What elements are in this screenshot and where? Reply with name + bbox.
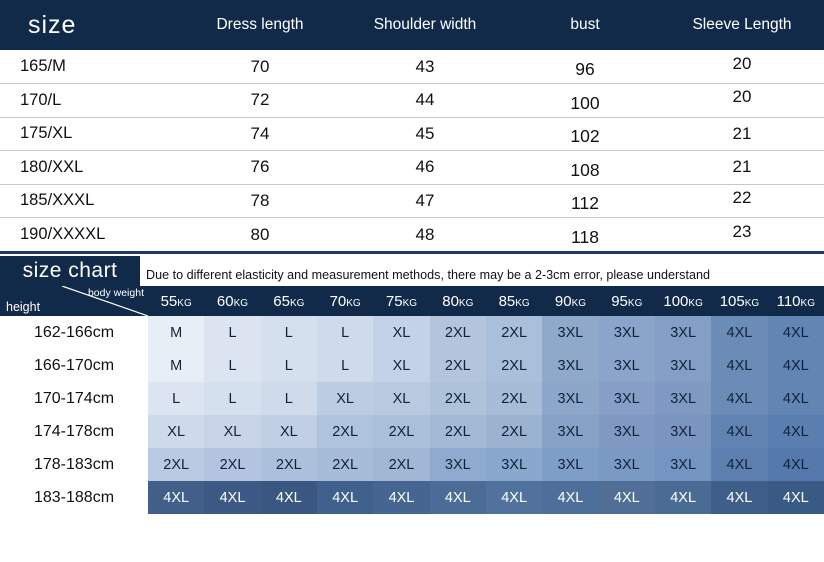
matrix-size-cell: 3XL	[542, 349, 598, 382]
weight-value: 65	[273, 292, 290, 310]
matrix-size-cell: XL	[373, 349, 429, 382]
cell-shoulder-width: 46	[340, 151, 510, 185]
top-size-table-wrapper	[0, 0, 824, 254]
weight-value: 60	[216, 292, 234, 310]
matrix-size-cell: 2XL	[486, 382, 542, 415]
table-row	[0, 50, 824, 84]
matrix-size-cell: 3XL	[655, 382, 711, 415]
cell-dress-length: 74	[180, 117, 340, 151]
matrix-weight-header	[261, 286, 317, 316]
matrix-row	[0, 448, 824, 481]
weight-unit: KG	[744, 297, 760, 309]
matrix-size-cell: L	[148, 382, 204, 415]
matrix-size-cell: 3XL	[599, 316, 655, 349]
cell-sleeve-length: 23	[732, 221, 752, 241]
matrix-weight-header	[486, 286, 542, 316]
cell-sleeve-length: 20	[660, 47, 824, 81]
matrix-size-cell: 3XL	[430, 448, 486, 481]
matrix-size-cell: 4XL	[261, 481, 317, 514]
matrix-size-cell: L	[317, 349, 373, 382]
matrix-size-cell: L	[261, 349, 317, 382]
table-row	[0, 151, 824, 185]
matrix-row	[0, 316, 824, 349]
matrix-size-cell: 3XL	[655, 316, 711, 349]
matrix-size-cell: 3XL	[486, 448, 542, 481]
matrix-size-cell: 4XL	[711, 415, 767, 448]
matrix-size-cell: 3XL	[542, 448, 598, 481]
cell-sleeve-length: 21	[660, 151, 824, 185]
cell-dress-length: 80	[250, 224, 270, 244]
cell-shoulder-width: 47	[340, 184, 510, 218]
cell-size: 185/XXXL	[0, 184, 180, 218]
size-chart-tag: size chart	[0, 256, 140, 286]
matrix-size-cell: L	[261, 316, 317, 349]
matrix-size-cell: XL	[204, 415, 260, 448]
matrix-size-cell: L	[204, 316, 260, 349]
matrix-height-cell: 166-170cm	[0, 349, 148, 382]
matrix-size-cell: L	[204, 382, 260, 415]
matrix-weight-header	[768, 286, 824, 316]
matrix-size-cell: 4XL	[711, 349, 767, 382]
matrix-size-cell: 2XL	[373, 448, 429, 481]
matrix-size-cell: 4XL	[711, 382, 767, 415]
matrix-height-cell: 174-178cm	[0, 415, 148, 448]
matrix-size-cell: 2XL	[486, 349, 542, 382]
matrix-size-cell: 3XL	[655, 349, 711, 382]
matrix-size-cell: 4XL	[430, 481, 486, 514]
weight-value: 95	[611, 292, 628, 310]
matrix-height-label: height	[6, 300, 41, 314]
cell-size: 175/XL	[0, 117, 180, 151]
matrix-weight-header	[148, 286, 204, 316]
header-sleeve-length: Sleeve Length	[692, 16, 792, 33]
matrix-size-cell: XL	[261, 415, 317, 448]
matrix-size-cell: XL	[148, 415, 204, 448]
matrix-size-cell: 4XL	[711, 316, 767, 349]
weight-unit: KG	[402, 297, 418, 309]
matrix-height-cell: 170-174cm	[0, 382, 148, 415]
matrix-weight-header	[599, 286, 655, 316]
matrix-size-cell: 4XL	[768, 382, 824, 415]
matrix-size-cell: 3XL	[599, 382, 655, 415]
matrix-row	[0, 382, 824, 415]
matrix-size-cell: 2XL	[430, 316, 486, 349]
weight-unit: KG	[688, 297, 703, 309]
matrix-size-cell: 4XL	[204, 481, 260, 514]
weight-value: 55	[160, 292, 178, 310]
table-row	[0, 84, 824, 118]
matrix-weight-label: body weight	[87, 287, 144, 299]
matrix-size-cell: 2XL	[373, 415, 429, 448]
matrix-size-cell: 2XL	[430, 415, 486, 448]
matrix-size-cell: M	[148, 316, 204, 349]
matrix-row	[0, 349, 824, 382]
matrix-size-cell: L	[317, 316, 373, 349]
matrix-size-cell: 4XL	[148, 481, 204, 514]
matrix-weight-header	[542, 286, 598, 316]
cell-dress-length: 72	[180, 84, 340, 118]
cell-bust: 108	[510, 154, 660, 188]
cell-sleeve-length: 20	[660, 81, 824, 115]
weight-unit: KG	[346, 297, 361, 309]
weight-value: 70	[329, 292, 347, 310]
weight-value: 80	[442, 292, 459, 310]
cell-shoulder-width: 45	[340, 117, 510, 151]
matrix-size-cell: 2XL	[148, 448, 204, 481]
weight-unit: KG	[233, 297, 249, 309]
cell-shoulder-width: 44	[340, 84, 510, 118]
cell-bust: 112	[510, 187, 660, 221]
matrix-size-cell: 2XL	[204, 448, 260, 481]
cell-dress-length: 78	[180, 184, 340, 218]
cell-size: 165/M	[0, 50, 180, 84]
cell-size: 170/L	[0, 84, 180, 118]
matrix-corner-cell	[0, 286, 148, 316]
matrix-size-cell: 2XL	[486, 316, 542, 349]
cell-shoulder-width: 43	[340, 50, 510, 84]
matrix-height-cell: 162-166cm	[0, 316, 148, 349]
weight-unit: KG	[177, 297, 192, 309]
cell-sleeve-length: 21	[660, 117, 824, 151]
matrix-height-cell: 183-188cm	[0, 481, 148, 514]
matrix-size-cell: 2XL	[430, 349, 486, 382]
matrix-size-cell: 3XL	[599, 448, 655, 481]
matrix-size-cell: 4XL	[317, 481, 373, 514]
top-table-body	[0, 50, 824, 251]
matrix-size-cell: 4XL	[373, 481, 429, 514]
table-row	[0, 117, 824, 151]
weight-value: 110	[776, 292, 801, 310]
weight-value: 105	[719, 292, 745, 310]
matrix-size-cell: 4XL	[542, 481, 598, 514]
cell-bust: 102	[510, 120, 660, 154]
matrix-size-cell: 4XL	[711, 448, 767, 481]
top-table-header-row	[0, 0, 824, 50]
cell-shoulder-width: 48	[415, 224, 435, 244]
cell-bust: 118	[571, 227, 599, 247]
matrix-size-cell: 4XL	[768, 448, 824, 481]
weight-unit: KG	[627, 297, 643, 309]
matrix-size-cell: 4XL	[711, 481, 767, 514]
weight-value: 85	[498, 292, 516, 310]
header-size: size	[28, 10, 77, 39]
matrix-size-cell: 3XL	[542, 382, 598, 415]
matrix-size-cell: 2XL	[317, 448, 373, 481]
matrix-size-cell: 2XL	[317, 415, 373, 448]
matrix-size-cell: L	[261, 382, 317, 415]
size-chart-note: Due to different elasticity and measurement methods, there may be a 2-3cm error, please understand	[146, 268, 710, 282]
weight-unit: KG	[289, 297, 305, 309]
matrix-weight-header	[373, 286, 429, 316]
matrix-size-cell: 4XL	[768, 481, 824, 514]
matrix-size-cell: 4XL	[486, 481, 542, 514]
weight-unit: KG	[571, 297, 587, 309]
header-dress-length: Dress length	[216, 16, 304, 33]
weight-value: 90	[554, 292, 572, 310]
cell-dress-length: 76	[180, 151, 340, 185]
weight-value: 100	[663, 292, 689, 310]
matrix-size-cell: 2XL	[430, 382, 486, 415]
size-matrix-table	[0, 286, 824, 514]
matrix-row	[0, 415, 824, 448]
size-chart-banner	[0, 254, 824, 286]
header-bust: bust	[570, 16, 600, 33]
weight-unit: KG	[800, 297, 815, 309]
matrix-height-cell: 178-183cm	[0, 448, 148, 481]
matrix-size-cell: 4XL	[599, 481, 655, 514]
weight-value: 75	[385, 292, 403, 310]
matrix-size-cell: 4XL	[768, 349, 824, 382]
table-row	[0, 184, 824, 218]
cell-sleeve-length: 22	[660, 181, 824, 215]
matrix-size-cell: XL	[373, 316, 429, 349]
matrix-size-cell: 3XL	[655, 415, 711, 448]
matrix-weight-header	[711, 286, 767, 316]
cell-size: 180/XXL	[0, 151, 180, 185]
matrix-size-cell: 3XL	[599, 349, 655, 382]
matrix-size-cell: 2XL	[486, 415, 542, 448]
matrix-size-cell: 3XL	[655, 448, 711, 481]
matrix-weight-header	[317, 286, 373, 316]
matrix-weight-header	[204, 286, 260, 316]
matrix-size-cell: 4XL	[655, 481, 711, 514]
cell-bust: 100	[510, 87, 660, 121]
matrix-row	[0, 481, 824, 514]
matrix-weight-header	[655, 286, 711, 316]
matrix-size-cell: 3XL	[599, 415, 655, 448]
table-row	[0, 218, 824, 252]
matrix-size-cell: M	[148, 349, 204, 382]
matrix-weight-header	[430, 286, 486, 316]
top-size-table	[0, 0, 824, 251]
matrix-body	[0, 316, 824, 514]
cell-dress-length: 70	[180, 50, 340, 84]
matrix-size-cell: 3XL	[542, 316, 598, 349]
matrix-size-cell: 4XL	[768, 316, 824, 349]
cell-bust: 96	[510, 53, 660, 87]
matrix-size-cell: 3XL	[542, 415, 598, 448]
matrix-size-cell: XL	[373, 382, 429, 415]
matrix-size-cell: 2XL	[261, 448, 317, 481]
matrix-size-cell: 4XL	[768, 415, 824, 448]
cell-size: 190/XXXXL	[20, 225, 106, 243]
header-shoulder-width: Shoulder width	[373, 16, 477, 33]
matrix-size-cell: L	[204, 349, 260, 382]
matrix-size-cell: XL	[317, 382, 373, 415]
matrix-header-row	[0, 286, 824, 316]
weight-unit: KG	[515, 297, 530, 309]
weight-unit: KG	[458, 297, 474, 309]
